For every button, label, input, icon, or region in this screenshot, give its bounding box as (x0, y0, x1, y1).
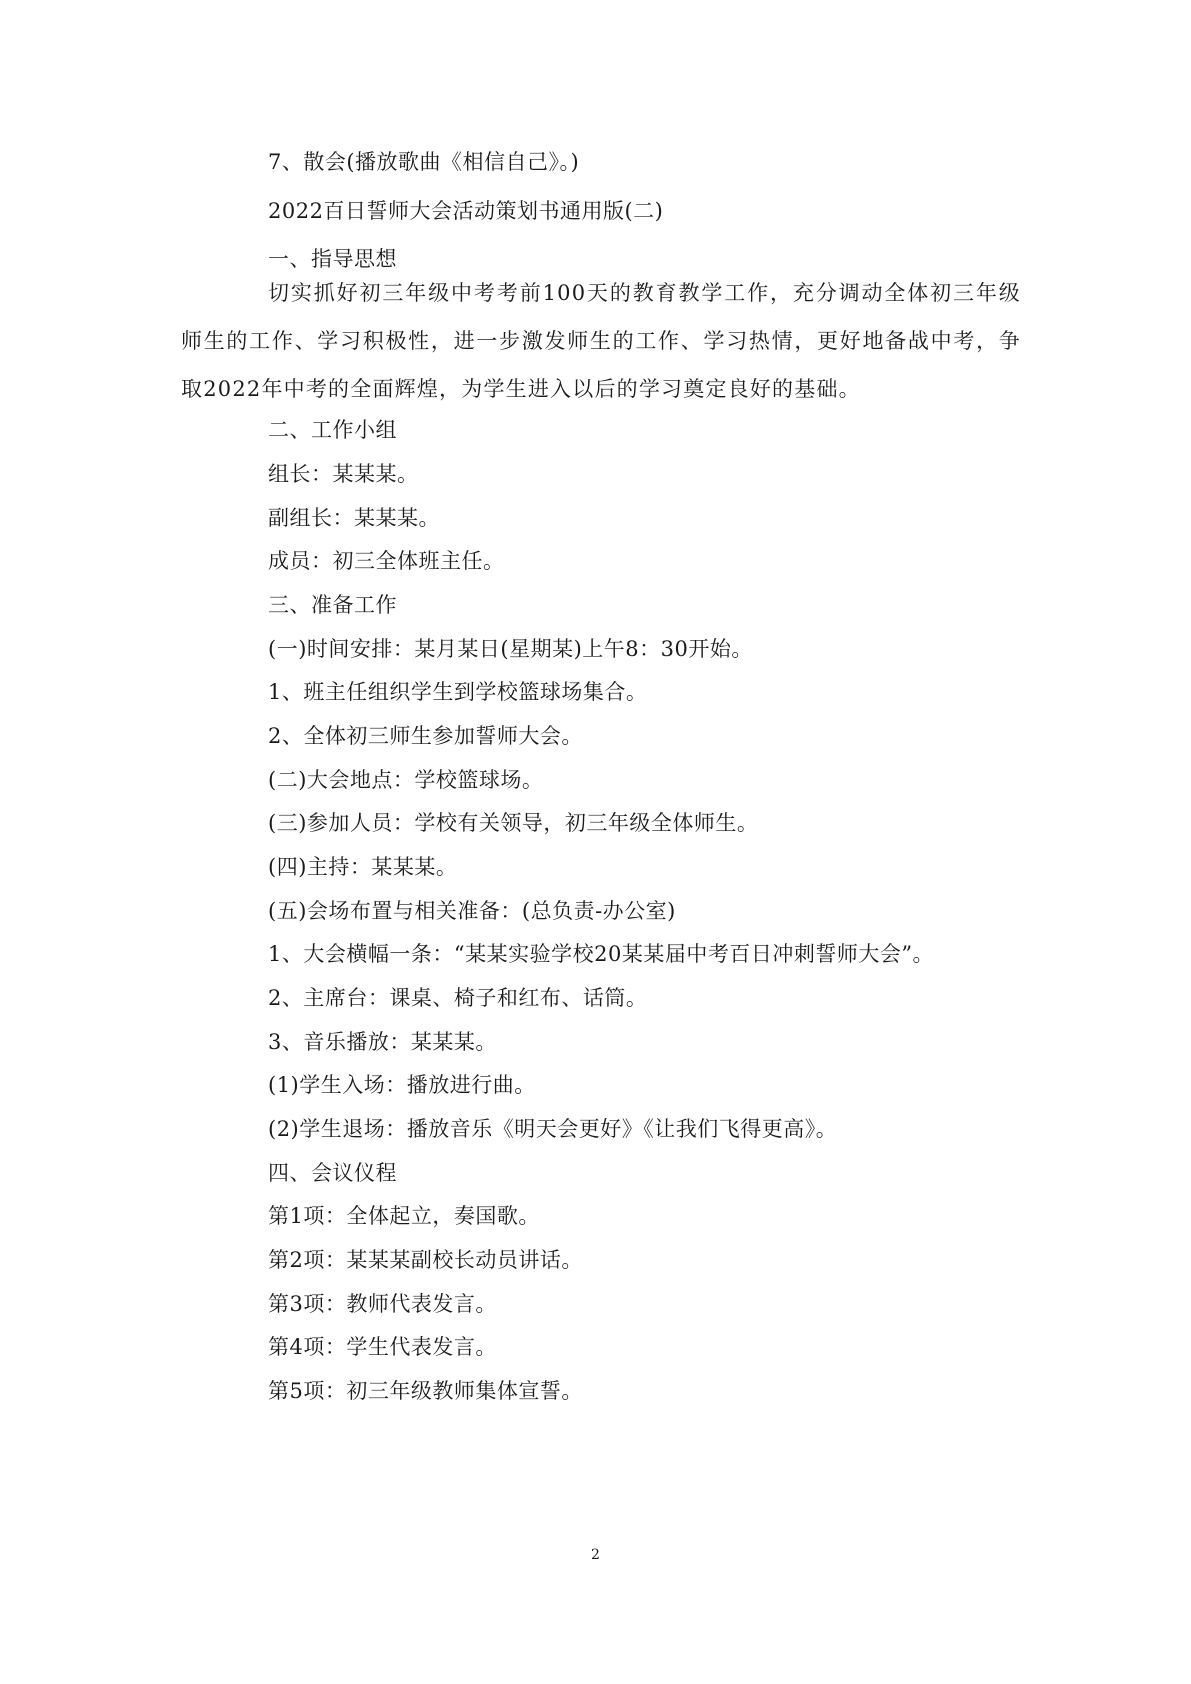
heading: 三、准备工作 (268, 593, 397, 617)
heading: 一、指导思想 (268, 247, 397, 271)
text-line: (二)大会地点：学校篮球场。 (268, 768, 544, 792)
text-line: 第5项：初三年级教师集体宣誓。 (268, 1379, 583, 1403)
text-line: 第1项：全体起立，奏国歌。 (268, 1204, 540, 1228)
page-number: 2 (591, 1547, 600, 1563)
text-line: 7、散会(播放歌曲《相信自己》。) (268, 150, 580, 174)
text-line: (四)主持：某某某。 (268, 855, 458, 879)
heading: 二、工作小组 (268, 418, 397, 442)
text-line: (一)时间安排：某月某日(星期某)上午8：30开始。 (268, 637, 753, 661)
text-line: 1、大会横幅一条：“某某实验学校20某某届中考百日冲刺誓师大会”。 (268, 942, 935, 966)
text-line: (2)学生退场：播放音乐《明天会更好》《让我们飞得更高》。 (268, 1117, 838, 1141)
text-line: 1、班主任组织学生到学校篮球场集合。 (268, 680, 648, 704)
text-line: 第4项：学生代表发言。 (268, 1335, 497, 1359)
text-line: 2、主席台：课桌、椅子和红布、话筒。 (268, 986, 648, 1010)
text-line: 第3项：教师代表发言。 (268, 1292, 497, 1316)
text-line: 3、音乐播放：某某某。 (268, 1030, 497, 1054)
text-line: (1)学生入场：播放进行曲。 (268, 1073, 536, 1097)
text-line: 组长：某某某。 (268, 462, 419, 486)
text-line: 副组长：某某某。 (268, 506, 440, 530)
body-paragraph: 切实抓好初三年级中考考前100天的教育教学工作，充分调动全体初三年级师生的工作、学习积极性，进一步激发师生的工作、学习热情，更好地备战中考，争取2022年中考的全面辉煌，为学生进入以后的学习奠定良好的基础。 (181, 281, 1021, 401)
text-line: 成员：初三全体班主任。 (268, 549, 505, 573)
text-line: (五)会场布置与相关准备：(总负责-办公室) (268, 899, 676, 923)
heading: 四、会议仪程 (268, 1161, 397, 1185)
text-line: 2、全体初三师生参加誓师大会。 (268, 724, 583, 748)
text-line: 第2项：某某某副校长动员讲话。 (268, 1248, 583, 1272)
text-line: (三)参加人员：学校有关领导，初三年级全体师生。 (268, 811, 759, 835)
section-title: 2022百日誓师大会活动策划书通用版(二) (268, 199, 664, 223)
